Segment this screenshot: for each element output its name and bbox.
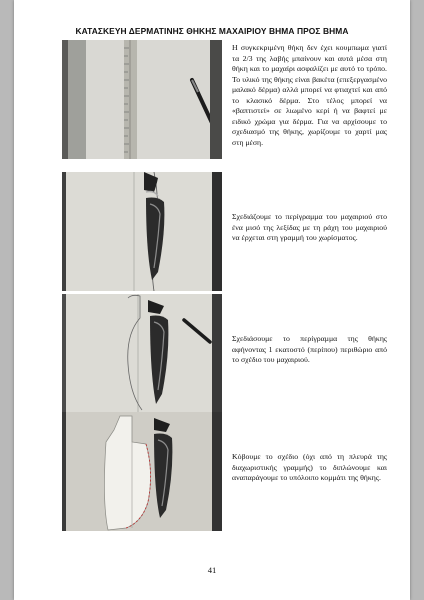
- step-4-photo: [62, 412, 222, 531]
- document-page: [14, 0, 410, 600]
- cut-pattern-image: [62, 412, 222, 531]
- step-2-photo: [62, 172, 222, 291]
- page-number: 41: [207, 565, 217, 575]
- step-3-text: Σχεδιάσουμε το περίγραμμα της θήκης αφήνοντας 1 εκατοστό (περίπου) περιθώριο από το σχέδιο του μαχαιριού.: [232, 334, 387, 364]
- step-2-text: Σχεδιάζουμε το περίγραμμα του μαχαιριού στο ένα μισό της λεξίδας με τη ράχη του μαχαιριού να έρχεται στη γραμμή του χωρίσματος.: [232, 212, 387, 242]
- step-1-text: Η συγκεκριμένη θήκη δεν έχει κουμπωμα γιατί τα 2/3 της λαβής μπαίνουν και αυτά μέσα στη θήκη και το μαχαίρι ασφαλίζει με αυτό το τρόπο. Το υλικό της θήκης είναι βακέτα (επεξεργασμένο μαλακό δέρμα) αλλά μπορεί να φτιαχτεί και από το κλασικό δέρμα. Στο τέλος μπορεί να «βαπτιστεί» σε λιωμένο κερί ή να βαφτεί με ειδικό χρώμα για δέρμα. Για να αρχίσουμε το σχεδιασμό της θήκης, χωρίζουμε το χαρτί μας στη μέση.: [232, 43, 387, 147]
- step-4-text: Κόβουμε το σχέδιο (όχι από τη πλευρά της διαχωριστικής γραμμής) το διπλώνουμε και αναπαράγουμε το υπόλοιπο κομμάτι της θήκης.: [232, 452, 387, 482]
- knife-outline-image: [62, 172, 222, 291]
- step-3-photo: [62, 294, 222, 413]
- step-1-photo: [62, 40, 222, 159]
- ruler-and-paper-image: [62, 40, 222, 159]
- page-title: ΚΑΤΑΣΚΕΥΗ ΔΕΡΜΑΤΙΝΗΣ ΘΗΚΗΣ ΜΑΧΑΙΡΙΟΥ ΒΗΜΑ ΠΡΟΣ ΒΗΜΑ: [75, 26, 349, 36]
- sheath-outline-image: [62, 294, 222, 413]
